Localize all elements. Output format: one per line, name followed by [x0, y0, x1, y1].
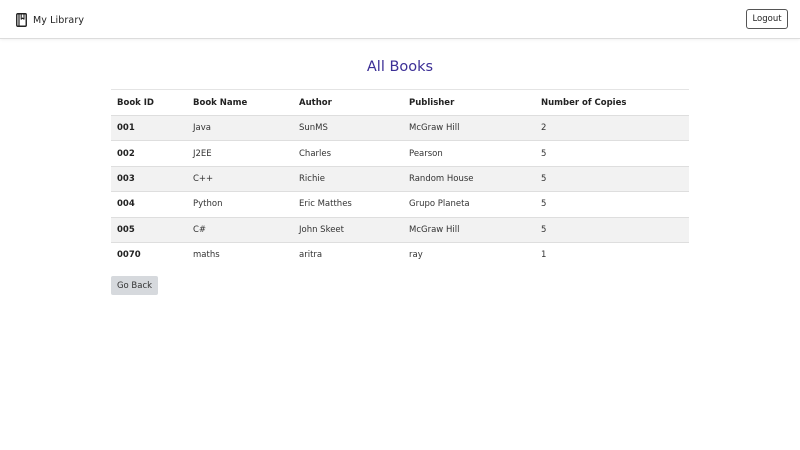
publisher-cell: ray [409, 250, 423, 261]
book-name-cell: J2EE [193, 148, 212, 159]
table-row [111, 166, 689, 191]
copies-cell: 2 [541, 123, 547, 134]
book-id-cell: 001 [117, 123, 135, 134]
table-row [111, 217, 689, 242]
book-name-cell: maths [193, 250, 220, 261]
copies-cell: 5 [541, 199, 547, 210]
header-row [111, 90, 689, 116]
table-row [111, 192, 689, 217]
author-cell: John Skeet [299, 224, 344, 235]
book-id-cell: 004 [117, 199, 135, 210]
brand-link[interactable] [16, 12, 84, 28]
book-id-cell: 0070 [117, 250, 141, 261]
table-body [111, 116, 689, 268]
author-cell: Eric Matthes [299, 199, 352, 210]
book-name-cell: C# [193, 224, 207, 235]
navbar [0, 0, 800, 39]
book-name-cell: Java [193, 123, 211, 134]
page-title: All Books [366, 59, 434, 75]
publisher-cell: Random House [409, 173, 474, 184]
logout-button[interactable]: Logout [746, 9, 788, 29]
column-header-author: Author [299, 97, 332, 108]
brand-label: My Library [33, 14, 85, 26]
column-header-copies: Number of Copies [541, 97, 627, 108]
book-icon [16, 13, 27, 27]
copies-cell: 5 [541, 173, 547, 184]
copies-cell: 5 [541, 148, 547, 159]
publisher-cell: McGraw Hill [409, 224, 460, 235]
book-name-cell: C++ [193, 173, 214, 184]
table-header [111, 90, 689, 116]
author-cell: Charles [299, 148, 332, 159]
books-table [111, 89, 689, 268]
table-row [111, 242, 689, 267]
author-cell: aritra [299, 250, 323, 261]
column-header-book-id: Book ID [117, 97, 154, 108]
book-id-cell: 003 [117, 173, 135, 184]
author-cell: Richie [299, 173, 325, 184]
publisher-cell: McGraw Hill [409, 123, 460, 134]
table-row [111, 141, 689, 166]
book-id-cell: 005 [117, 224, 135, 235]
book-name-cell: Python [193, 199, 223, 210]
publisher-cell: Grupo Planeta [409, 199, 470, 210]
column-header-publisher: Publisher [409, 97, 455, 108]
column-header-book-name: Book Name [193, 97, 248, 108]
go-back-button[interactable]: Go Back [111, 276, 158, 295]
book-id-cell: 002 [117, 148, 135, 159]
publisher-cell: Pearson [409, 148, 443, 159]
books-table-container [111, 89, 689, 268]
author-cell: SunMS [299, 123, 328, 134]
table-row [111, 116, 689, 141]
copies-cell: 1 [541, 250, 547, 261]
copies-cell: 5 [541, 224, 547, 235]
